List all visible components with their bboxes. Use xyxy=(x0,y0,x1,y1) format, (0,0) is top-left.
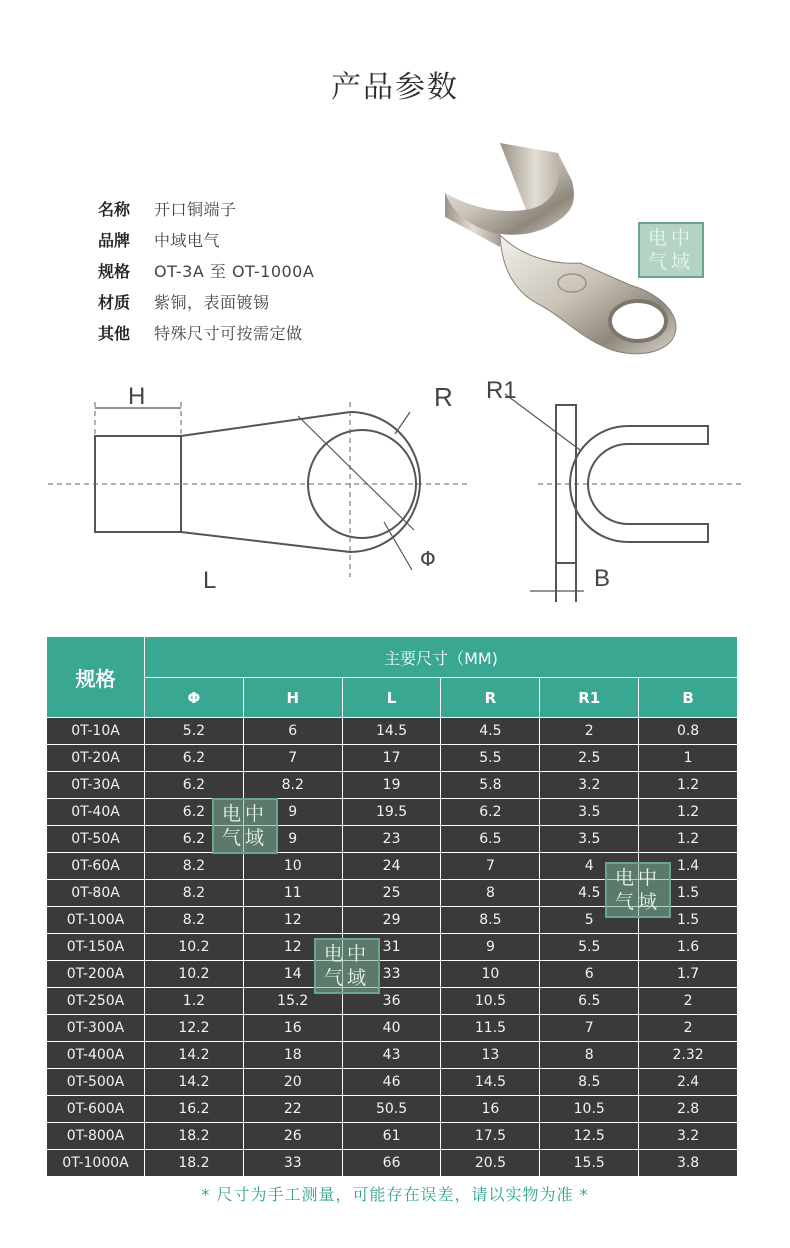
table-cell: 6 xyxy=(540,961,639,988)
table-cell: 5.5 xyxy=(540,934,639,961)
dim-label-r1: R1 xyxy=(486,377,517,404)
spec-row xyxy=(98,286,314,317)
column-header: B xyxy=(639,678,738,718)
spec-key: 材质 xyxy=(98,293,131,312)
column-header: R xyxy=(441,678,540,718)
table-cell: 14.5 xyxy=(441,1069,540,1096)
watermark-line: 气域 xyxy=(647,251,694,273)
dim-label-phi: Φ xyxy=(420,547,436,571)
table-row xyxy=(47,1042,738,1069)
table-cell: 6.2 xyxy=(145,799,244,826)
table-cell: 1.4 xyxy=(639,853,738,880)
table-cell: 10.5 xyxy=(540,1096,639,1123)
table-cell: 10 xyxy=(441,961,540,988)
dim-label-b: B xyxy=(594,565,611,592)
table-cell: 6.2 xyxy=(441,799,540,826)
table-cell: 46 xyxy=(342,1069,441,1096)
dim-label-r: R xyxy=(434,382,453,412)
table-cell: 8.2 xyxy=(145,880,244,907)
watermark-line: 电中 xyxy=(323,943,370,965)
table-cell: 8.2 xyxy=(145,853,244,880)
table-cell: 11.5 xyxy=(441,1015,540,1042)
watermark-stamp xyxy=(212,798,278,854)
table-cell: 16.2 xyxy=(145,1096,244,1123)
table-cell: 61 xyxy=(342,1123,441,1150)
table-cell: 4.5 xyxy=(441,718,540,745)
table-cell: 19.5 xyxy=(342,799,441,826)
table-cell: 12 xyxy=(243,934,342,961)
dimension-lines xyxy=(95,394,584,591)
watermark-line: 气域 xyxy=(323,967,370,989)
spec-value: 特殊尺寸可按需定做 xyxy=(154,324,303,343)
table-row xyxy=(47,1123,738,1150)
table-row xyxy=(47,934,738,961)
spec-value: OT-3A 至 OT-1000A xyxy=(154,262,315,281)
table-cell: 66 xyxy=(342,1150,441,1177)
table-cell: 0.8 xyxy=(639,718,738,745)
table-cell: 8 xyxy=(441,880,540,907)
spec-row xyxy=(98,193,314,224)
table-cell: 3.5 xyxy=(540,826,639,853)
spec-value: 开口铜端子 xyxy=(154,200,237,219)
table-cell: 8.2 xyxy=(145,907,244,934)
table-cell: 50.5 xyxy=(342,1096,441,1123)
table-cell: 13 xyxy=(441,1042,540,1069)
table-cell: 3.8 xyxy=(639,1150,738,1177)
table-cell: 6.2 xyxy=(145,772,244,799)
table-cell: 14.2 xyxy=(145,1042,244,1069)
table-cell: 11 xyxy=(243,880,342,907)
table-cell: 1.6 xyxy=(639,934,738,961)
table-cell: 7 xyxy=(540,1015,639,1042)
table-body xyxy=(47,718,738,1177)
row-spec-cell: 0T-500A xyxy=(47,1069,145,1096)
page-title: 产品参数 xyxy=(331,70,459,105)
table-cell: 12.5 xyxy=(540,1123,639,1150)
table-cell: 1.2 xyxy=(639,826,738,853)
table-cell: 1.5 xyxy=(639,880,738,907)
table-cell: 5.2 xyxy=(145,718,244,745)
table-cell: 10.2 xyxy=(145,934,244,961)
table-row xyxy=(47,799,738,826)
table-cell: 5 xyxy=(540,907,639,934)
table-cell: 18 xyxy=(243,1042,342,1069)
table-row xyxy=(47,1150,738,1177)
table-cell: 31 xyxy=(342,934,441,961)
table-cell: 2.4 xyxy=(639,1069,738,1096)
row-spec-cell: 0T-100A xyxy=(47,907,145,934)
table-row xyxy=(47,745,738,772)
column-header: Φ xyxy=(145,678,244,718)
table-cell: 2.8 xyxy=(639,1096,738,1123)
table-cell: 9 xyxy=(243,799,342,826)
table-cell: 3.2 xyxy=(639,1123,738,1150)
row-spec-cell: 0T-400A xyxy=(47,1042,145,1069)
table-cell: 25 xyxy=(342,880,441,907)
spec-row xyxy=(98,255,314,286)
row-spec-cell: 0T-150A xyxy=(47,934,145,961)
dimension-diagram xyxy=(0,372,790,612)
table-cell: 6.5 xyxy=(540,988,639,1015)
table-cell: 4.5 xyxy=(540,880,639,907)
spec-value: 紫铜，表面镀锡 xyxy=(154,293,270,312)
spec-key: 名称 xyxy=(98,200,131,219)
front-view xyxy=(95,412,420,552)
footnote: * 尺寸为手工测量，可能存在误差，请以实物为准 * xyxy=(201,1185,589,1204)
row-spec-cell: 0T-300A xyxy=(47,1015,145,1042)
table-header-main: 主要尺寸（MM) xyxy=(145,637,738,678)
row-spec-cell: 0T-800A xyxy=(47,1123,145,1150)
table-cell: 15.5 xyxy=(540,1150,639,1177)
table-cell: 20.5 xyxy=(441,1150,540,1177)
table-cell: 6.2 xyxy=(145,826,244,853)
table-cell: 23 xyxy=(342,826,441,853)
table-cell: 7 xyxy=(441,853,540,880)
spec-row xyxy=(98,224,314,255)
spec-key: 品牌 xyxy=(98,231,131,250)
column-header: L xyxy=(342,678,441,718)
table-cell: 12 xyxy=(243,907,342,934)
table-cell: 43 xyxy=(342,1042,441,1069)
table-cell: 9 xyxy=(441,934,540,961)
table-cell: 6.5 xyxy=(441,826,540,853)
table-row xyxy=(47,961,738,988)
spec-key: 其他 xyxy=(98,324,131,343)
table-cell: 18.2 xyxy=(145,1150,244,1177)
center-lines xyxy=(48,402,745,577)
watermark-line: 气域 xyxy=(614,891,661,913)
dim-label-l: L xyxy=(203,567,217,594)
table-cell: 8 xyxy=(540,1042,639,1069)
table-row xyxy=(47,988,738,1015)
table-cell: 24 xyxy=(342,853,441,880)
table-cell: 10.5 xyxy=(441,988,540,1015)
row-spec-cell: 0T-50A xyxy=(47,826,145,853)
table-cell: 1.2 xyxy=(639,799,738,826)
row-spec-cell: 0T-1000A xyxy=(47,1150,145,1177)
table-cell: 6.2 xyxy=(145,745,244,772)
table-cell: 2.5 xyxy=(540,745,639,772)
watermark-line: 电中 xyxy=(614,867,661,889)
watermark-stamp xyxy=(314,938,380,994)
column-header: R1 xyxy=(540,678,639,718)
table-cell: 18.2 xyxy=(145,1123,244,1150)
table-cell: 19 xyxy=(342,772,441,799)
table-cell: 10 xyxy=(243,853,342,880)
row-spec-cell: 0T-60A xyxy=(47,853,145,880)
table-cell: 14.2 xyxy=(145,1069,244,1096)
side-view xyxy=(556,405,708,602)
table-cell: 17 xyxy=(342,745,441,772)
table-header-spec: 规格 xyxy=(47,637,145,718)
table-cell: 33 xyxy=(243,1150,342,1177)
table-row xyxy=(47,1069,738,1096)
table-cell: 2 xyxy=(639,988,738,1015)
table-cell: 8.5 xyxy=(540,1069,639,1096)
table-cell: 16 xyxy=(243,1015,342,1042)
table-row xyxy=(47,718,738,745)
table-row xyxy=(47,1096,738,1123)
table-cell: 6 xyxy=(243,718,342,745)
row-spec-cell: 0T-80A xyxy=(47,880,145,907)
table-row xyxy=(47,1015,738,1042)
dim-label-h: H xyxy=(128,383,146,410)
row-spec-cell: 0T-20A xyxy=(47,745,145,772)
row-spec-cell: 0T-200A xyxy=(47,961,145,988)
row-spec-cell: 0T-40A xyxy=(47,799,145,826)
watermark-line: 气域 xyxy=(221,827,268,849)
table-cell: 5.5 xyxy=(441,745,540,772)
table-cell: 26 xyxy=(243,1123,342,1150)
row-spec-cell: 0T-600A xyxy=(47,1096,145,1123)
watermark-stamp xyxy=(638,222,704,278)
table-cell: 17.5 xyxy=(441,1123,540,1150)
table-cell: 4 xyxy=(540,853,639,880)
watermark-stamp xyxy=(605,862,671,918)
table-cell: 29 xyxy=(342,907,441,934)
table-cell: 16 xyxy=(441,1096,540,1123)
table-cell: 2 xyxy=(639,1015,738,1042)
table-cell: 2.32 xyxy=(639,1042,738,1069)
table-row xyxy=(47,772,738,799)
watermark-line: 电中 xyxy=(221,803,268,825)
spec-value: 中域电气 xyxy=(154,231,221,250)
column-header: H xyxy=(243,678,342,718)
row-spec-cell: 0T-30A xyxy=(47,772,145,799)
table-cell: 7 xyxy=(243,745,342,772)
table-cell: 33 xyxy=(342,961,441,988)
table-cell: 14 xyxy=(243,961,342,988)
table-cell: 15.2 xyxy=(243,988,342,1015)
watermark-line: 电中 xyxy=(647,227,694,249)
spec-key: 规格 xyxy=(98,262,131,281)
table-cell: 1.2 xyxy=(145,988,244,1015)
table-cell: 1.2 xyxy=(639,772,738,799)
table-cell: 36 xyxy=(342,988,441,1015)
row-spec-cell: 0T-10A xyxy=(47,718,145,745)
spec-list xyxy=(98,193,314,348)
table-cell: 2 xyxy=(540,718,639,745)
table-cell: 20 xyxy=(243,1069,342,1096)
table-cell: 5.8 xyxy=(441,772,540,799)
table-row xyxy=(47,826,738,853)
table-cell: 40 xyxy=(342,1015,441,1042)
table-cell: 12.2 xyxy=(145,1015,244,1042)
table-cell: 8.2 xyxy=(243,772,342,799)
table-cell: 14.5 xyxy=(342,718,441,745)
table-cell: 3.2 xyxy=(540,772,639,799)
table-cell: 22 xyxy=(243,1096,342,1123)
row-spec-cell: 0T-250A xyxy=(47,988,145,1015)
table-cell: 10.2 xyxy=(145,961,244,988)
table-cell: 8.5 xyxy=(441,907,540,934)
table-cell: 3.5 xyxy=(540,799,639,826)
spec-row xyxy=(98,317,314,348)
table-cell: 1 xyxy=(639,745,738,772)
table-cell: 1.5 xyxy=(639,907,738,934)
table-cell: 9 xyxy=(243,826,342,853)
table-cell: 1.7 xyxy=(639,961,738,988)
